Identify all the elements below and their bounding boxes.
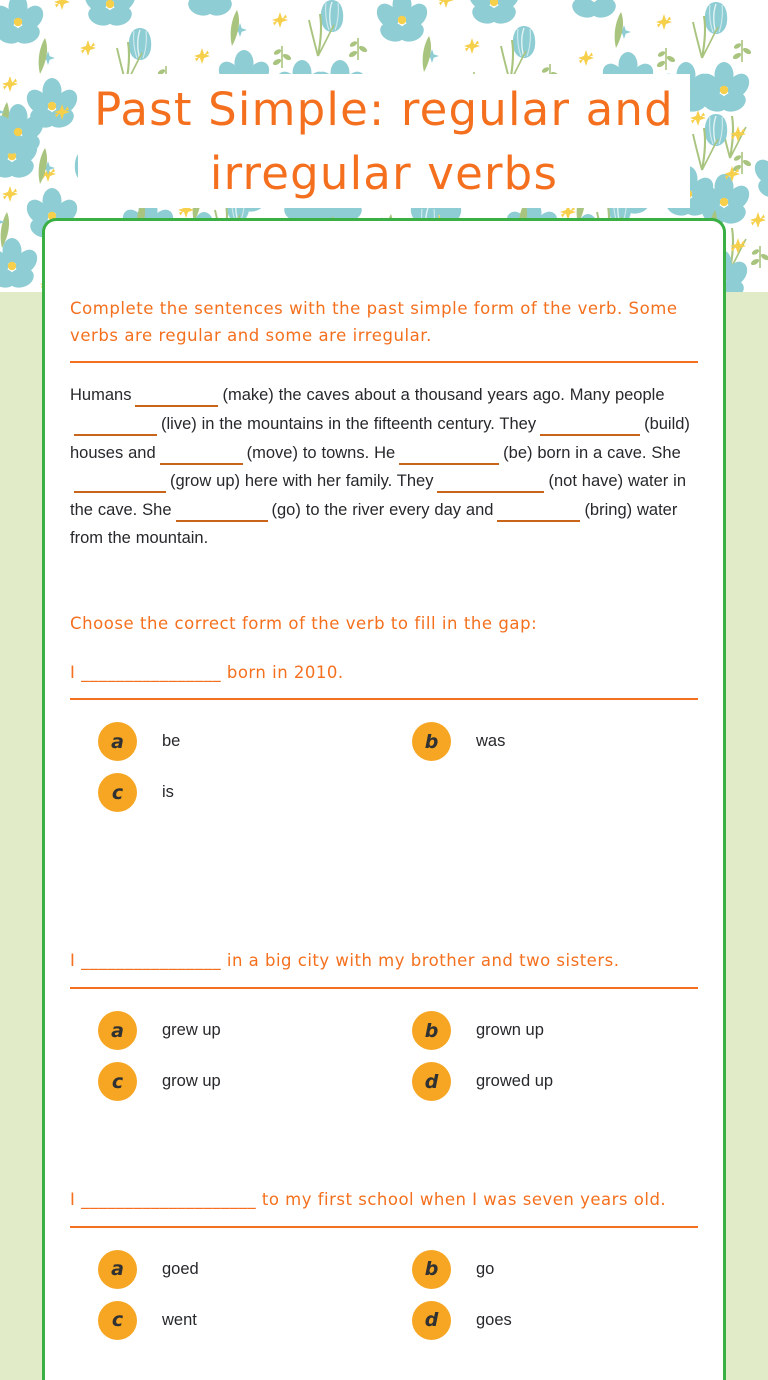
section-spacer [70, 553, 698, 611]
cloze-text-5: (be) born in a cave. She [503, 443, 681, 462]
title-card [78, 74, 690, 208]
option-label: go [476, 1259, 495, 1278]
question-3 [70, 1187, 698, 1346]
question-3-stem: I ____________________ to my first school when I was seven years old. [70, 1190, 667, 1210]
question-2-options [70, 1005, 698, 1107]
option-label: went [162, 1310, 197, 1329]
option-letter-badge: c [98, 1301, 137, 1340]
cloze-text-3: (build) houses and [70, 415, 690, 462]
cloze-text-1: (make) the caves about a thousand years ago. Many people [222, 386, 665, 405]
option-label: grown up [476, 1021, 544, 1040]
question-3-divider [70, 1226, 698, 1228]
option-label: growed up [476, 1072, 554, 1091]
option-label: was [476, 732, 506, 751]
section1-instructions: Complete the sentences with the past simple form of the verb. Some verbs are regular and some are irregular. [70, 299, 678, 345]
option-label: grew up [162, 1021, 221, 1040]
question-3-option-a[interactable] [70, 1244, 384, 1295]
question-1-options [70, 716, 698, 818]
question-2-option-d[interactable] [384, 1056, 698, 1107]
option-letter-badge: b [412, 722, 451, 761]
question-1-option-a[interactable] [70, 716, 384, 767]
question-1-stem: I ________________ born in 2010. [70, 662, 344, 682]
option-letter-badge: a [98, 1011, 137, 1050]
option-label: goed [162, 1259, 199, 1278]
option-label: grow up [162, 1072, 221, 1091]
option-letter-badge: c [98, 773, 137, 812]
question-3-option-d[interactable] [384, 1295, 698, 1346]
option-letter-badge: d [412, 1301, 451, 1340]
worksheet-content [42, 218, 726, 1380]
question-2-option-c[interactable] [70, 1056, 384, 1107]
cloze-blank-8[interactable] [176, 520, 268, 522]
question-1-option-c[interactable] [70, 767, 384, 818]
question-2-divider [70, 987, 698, 989]
option-label: goes [476, 1310, 512, 1329]
cloze-blank-1[interactable] [135, 405, 218, 407]
cloze-paragraph [70, 381, 698, 553]
question-spacer-2 [70, 1107, 698, 1165]
cloze-blank-7[interactable] [437, 491, 544, 493]
cloze-blank-5[interactable] [399, 463, 499, 465]
cloze-blank-6[interactable] [74, 491, 166, 493]
question-1-option-b[interactable] [384, 716, 698, 767]
cloze-text-8: (go) to the river every day and [271, 500, 494, 519]
cloze-text-0: Humans [70, 386, 132, 405]
option-label: is [162, 783, 174, 802]
option-letter-badge: d [412, 1062, 451, 1101]
cloze-blank-3[interactable] [540, 434, 640, 436]
option-letter-badge: b [412, 1250, 451, 1289]
page-title: Past Simple: regular and irregular verbs [94, 83, 674, 200]
cloze-text-4: (move) to towns. He [246, 443, 396, 462]
option-letter-badge: b [412, 1011, 451, 1050]
option-label: be [162, 732, 181, 751]
question-3-option-c[interactable] [70, 1295, 384, 1346]
option-letter-badge: a [98, 1250, 137, 1289]
question-3-options [70, 1244, 698, 1346]
question-1 [70, 660, 698, 819]
question-spacer-1 [70, 818, 698, 926]
question-2 [70, 948, 698, 1107]
cloze-blank-4[interactable] [160, 463, 243, 465]
section1-divider [70, 361, 698, 363]
question-2-option-b[interactable] [384, 1005, 698, 1056]
cloze-text-2: (live) in the mountains in the fifteenth century. They [161, 415, 537, 434]
question-3-option-b[interactable] [384, 1244, 698, 1295]
cloze-text-7: (not have) water in the cave. She [70, 472, 687, 519]
cloze-blank-2[interactable] [74, 434, 157, 436]
cloze-text-6: (grow up) here with her family. They [170, 472, 434, 491]
option-letter-badge: c [98, 1062, 137, 1101]
section2-instructions: Choose the correct form of the verb to fill in the gap: [70, 614, 538, 633]
question-1-divider [70, 698, 698, 700]
option-letter-badge: a [98, 722, 137, 761]
cloze-blank-9[interactable] [497, 520, 580, 522]
question-2-option-a[interactable] [70, 1005, 384, 1056]
question-2-stem: I ________________ in a big city with my brother and two sisters. [70, 951, 620, 971]
cloze-text-9: (bring) water from the mountain. [70, 500, 678, 548]
